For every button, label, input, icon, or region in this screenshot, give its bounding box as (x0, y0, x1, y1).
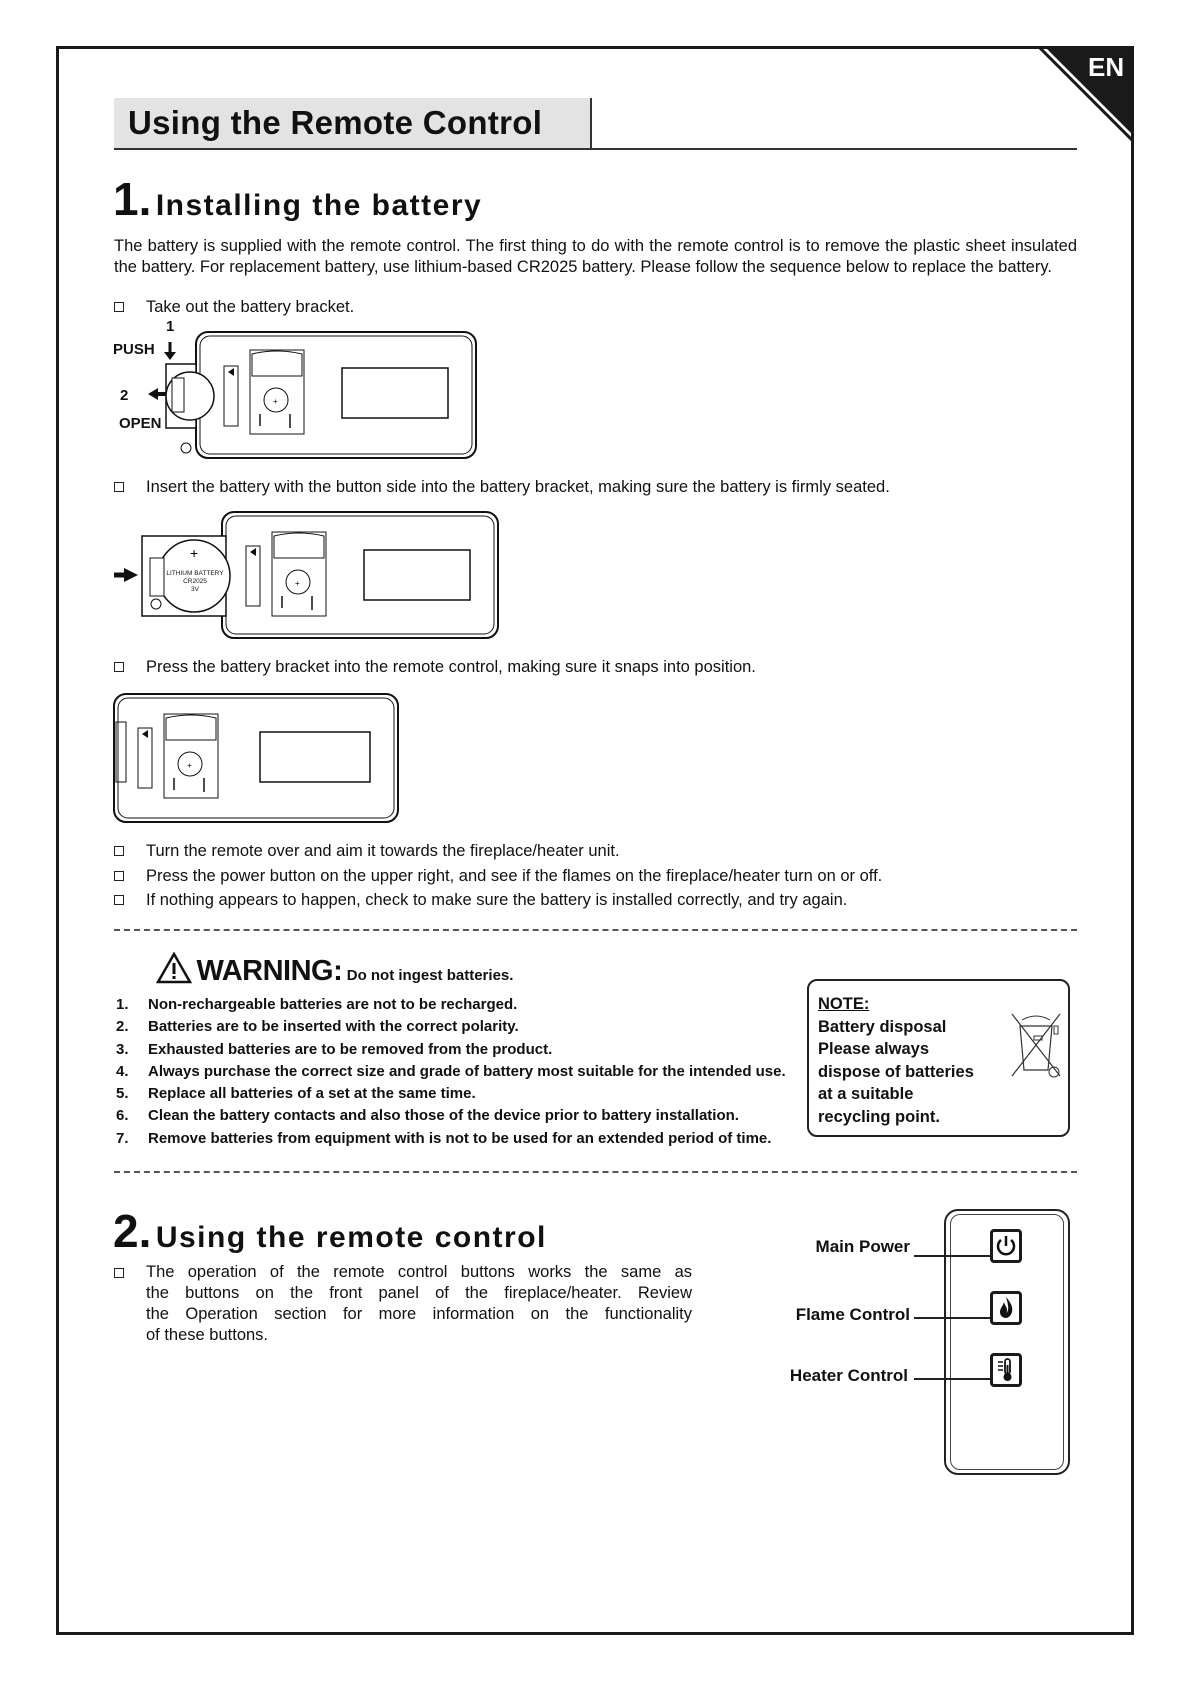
note-line: dispose of batteries (818, 1062, 974, 1081)
warning-item: 7. Remove batteries from equipment with is not to be used for an extended period of time. (116, 1129, 772, 1147)
step-text: Take out the battery bracket. (146, 298, 355, 316)
section1-label: Installing the battery (155, 189, 483, 222)
step-take-out (114, 297, 354, 317)
power-icon (993, 1232, 1019, 1260)
step-insert (114, 477, 890, 497)
step-aim (114, 841, 620, 861)
step-text: Turn the remote over and aim it towards the fireplace/heater unit. (146, 842, 620, 860)
warning-item: 5. Replace all batteries of a set at the same time. (116, 1085, 476, 1103)
section1-intro: The battery is supplied with the remote control. The first thing to do with the remote control is to remove the plastic sheet insulated the battery. For replacement battery, use lithium-based CR2025 battery. Please follow the sequence below to replace the battery. (114, 237, 1077, 276)
checkbox-bullet (114, 846, 124, 856)
divider-top (114, 929, 1077, 931)
flame-control-leader (914, 1317, 992, 1319)
section2-line: the buttons on the front panel of the fireplace/heater. Review (146, 1284, 692, 1302)
main-power-leader (914, 1255, 992, 1257)
warning-title: WARNING: (196, 955, 343, 987)
section2-number: 2. (113, 1205, 152, 1257)
battery-label-line1: LITHIUM BATTERY (166, 570, 224, 577)
flame-button (990, 1291, 1022, 1325)
checkbox-bullet (114, 482, 124, 492)
warning-triangle-icon (156, 952, 192, 984)
checkbox-bullet (114, 871, 124, 881)
warning-item: 3. Exhausted batteries are to be removed from the product. (116, 1040, 553, 1058)
warning-item: 1. Non-rechargeable batteries are not to be recharged. (116, 996, 518, 1013)
diagram1-step2-number: 2 (120, 387, 129, 404)
checkbox-bullet (114, 895, 124, 905)
step-text: Press the battery bracket into the remote control, making sure it snaps into position. (146, 658, 756, 676)
svg-text:+: + (190, 545, 199, 561)
battery-label (160, 570, 230, 594)
svg-text:+: + (295, 579, 300, 588)
note-text (818, 993, 974, 1128)
section2-line: The operation of the remote control buttons works the same as (146, 1263, 692, 1281)
note-line: at a suitable (818, 1085, 914, 1103)
heater-control-leader (914, 1378, 992, 1380)
warning-heading (156, 952, 513, 988)
note-line: recycling point. (818, 1107, 940, 1126)
section2-line: of these buttons. (146, 1326, 269, 1344)
flame-icon (993, 1294, 1019, 1322)
checkbox-bullet (114, 662, 124, 672)
heater-button (990, 1353, 1022, 1387)
section2-line: the Operation section for more information on the functionality (146, 1305, 692, 1323)
power-button (990, 1229, 1022, 1263)
warning-list (116, 994, 786, 1150)
step-troubleshoot (114, 890, 847, 910)
section2-label: Using the remote control (155, 1221, 547, 1254)
checkbox-bullet (114, 302, 124, 312)
note-line: Please always (818, 1040, 930, 1058)
battery-label-line2: CR2025 (183, 578, 207, 585)
recycle-bin-crossed-icon (1010, 1012, 1066, 1082)
header-rule (114, 148, 1077, 150)
warning-item: 2. Batteries are to be inserted with the correct polarity. (116, 1018, 519, 1036)
step-power (114, 866, 882, 886)
diagram-bracket-inserted (112, 692, 400, 824)
note-line: Battery disposal (818, 1017, 947, 1036)
diagram1-step1-number: 1 (166, 318, 175, 335)
warning-item: 6. Clean the battery contacts and also those of the device prior to battery installation. (116, 1107, 739, 1125)
section2-title (113, 1204, 547, 1258)
heater-control-label: Heater Control (789, 1366, 908, 1385)
step-press-in (114, 657, 756, 677)
section1-title (113, 172, 482, 226)
divider-bottom (114, 1171, 1077, 1173)
battery-label-line3: 3V (191, 586, 199, 593)
diagram-take-out-bracket (140, 318, 480, 460)
warning-item: 4. Always purchase the correct size and grade of battery most suitable for the intended use. (116, 1062, 786, 1080)
section1-number: 1. (113, 173, 152, 225)
diagram1-open-label: OPEN (119, 415, 162, 432)
main-power-label: Main Power (815, 1237, 910, 1256)
diagram1-push-label: PUSH (113, 341, 155, 358)
step-text: If nothing appears to happen, check to make sure the battery is installed correctly, and try again. (146, 891, 848, 909)
svg-text:+: + (273, 397, 278, 406)
language-tag: EN (1088, 52, 1125, 82)
checkbox-bullet (114, 1268, 124, 1278)
step-text: Insert the battery with the button side into the battery bracket, making sure the battery is firmly seated. (146, 478, 890, 496)
page-title: Using the Remote Control (128, 104, 543, 141)
step-text: Press the power button on the upper right, and see if the flames on the fireplace/heater turn on or off. (146, 867, 883, 885)
thermometer-icon (993, 1356, 1019, 1384)
svg-text:+: + (187, 761, 192, 770)
flame-control-label: Flame Control (795, 1305, 910, 1324)
section2-text (114, 1262, 692, 1346)
warning-subtitle: Do not ingest batteries. (346, 967, 514, 984)
note-title: NOTE: (818, 995, 870, 1013)
